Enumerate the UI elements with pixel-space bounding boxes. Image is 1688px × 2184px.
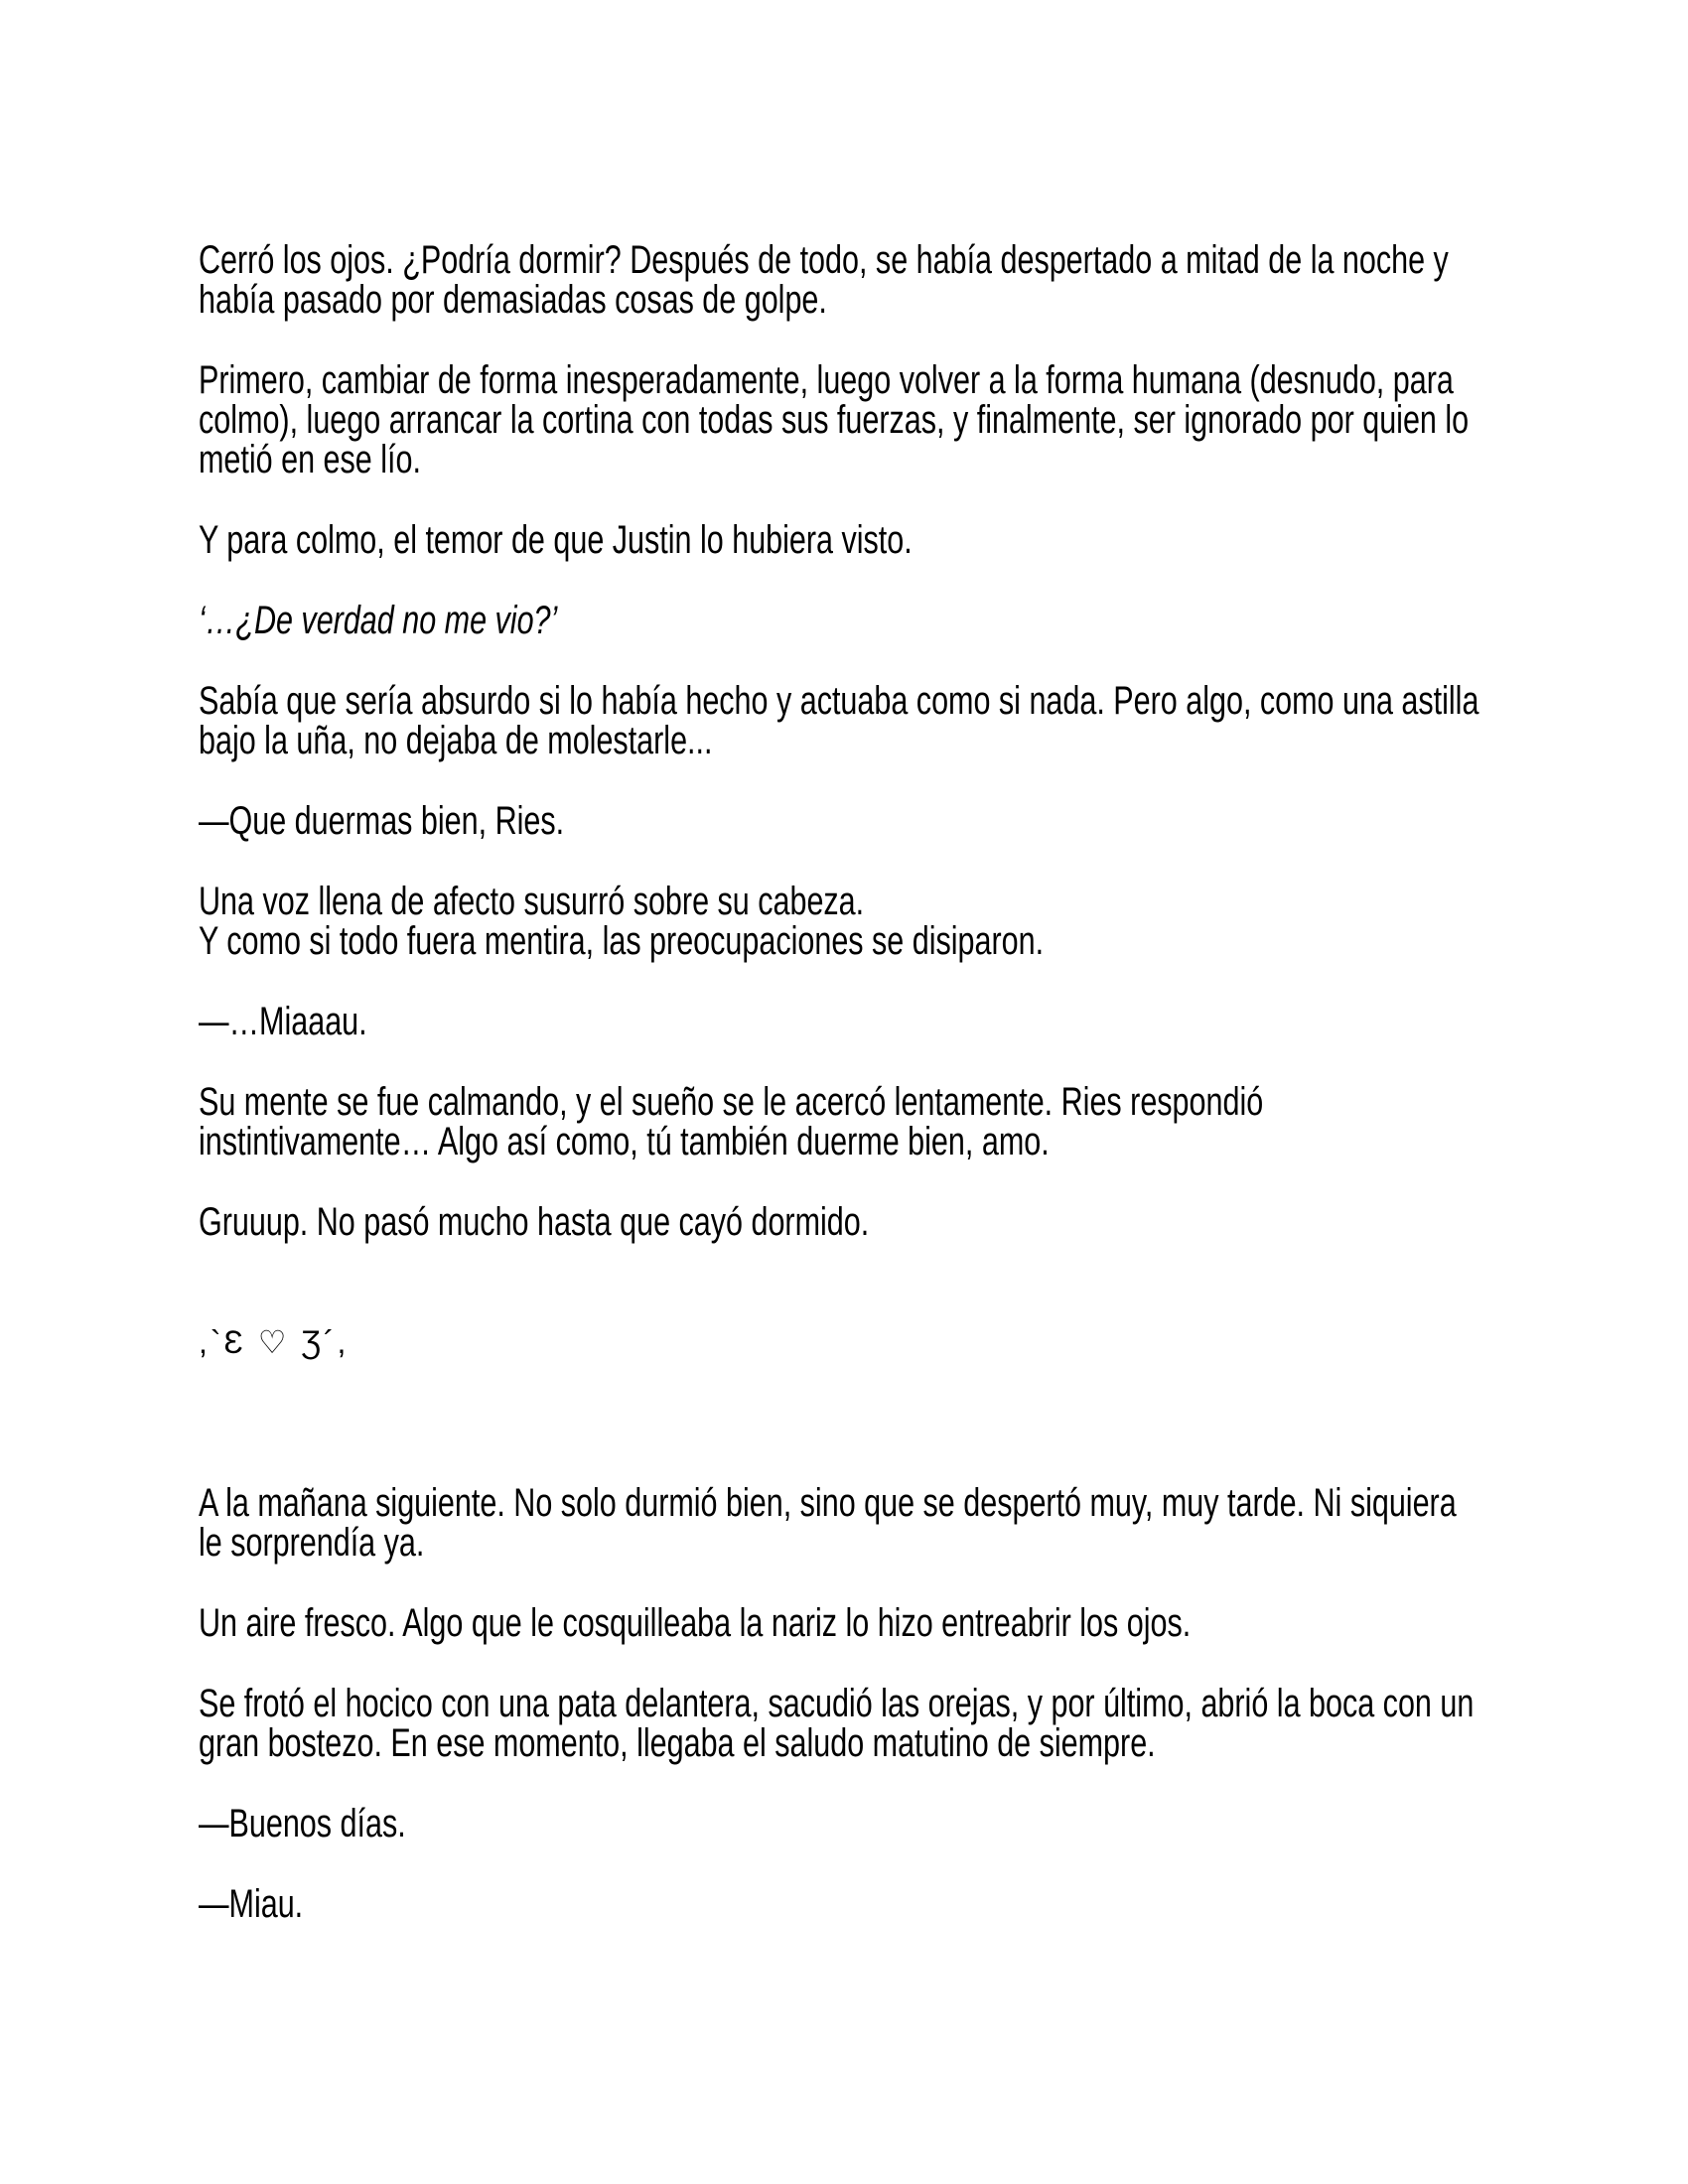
text-line-content: Un aire fresco. Algo que le cosquilleaba la nariz lo hizo entreabrir los ojos. [199,1601,1192,1645]
text-line [199,1603,1499,1643]
text-line-content: instintivamente… Algo así como, tú también duerme bien, amo. [199,1120,1050,1163]
text-line-content: ‘…¿De verdad no me vio?’ [199,599,558,642]
text-line [199,1122,1499,1161]
text-line-content: —Buenos días. [199,1802,406,1845]
text-line-content: había pasado por demasiadas cosas de golpe. [199,278,827,322]
paragraph [199,520,1499,560]
paragraph [199,360,1499,479]
text-line-content: bajo la uña, no dejaba de molestarle... [199,719,713,762]
paragraph [199,1603,1499,1643]
text-line [199,921,1499,961]
text-line [199,520,1499,560]
text-line [199,681,1499,721]
text-line-content: Cerró los ojos. ¿Podría dormir? Después de todo, se había despertado a mitad de la noche y [199,238,1449,282]
text-line-content: —Miau. [199,1882,304,1926]
text-line [199,440,1499,479]
text-line-content: Y para colmo, el temor de que Justin lo hubiera visto. [199,518,913,562]
text-line [199,1523,1499,1563]
paragraph-dialogue [199,801,1499,841]
paragraph [199,1082,1499,1161]
text-line [199,240,1499,280]
text-line-content: Y como si todo fuera mentira, las preocupaciones se disiparon. [199,919,1045,963]
paragraph-inner-thought [199,601,1499,640]
text-line-content: Primero, cambiar de forma inesperadamente, luego volver a la forma humana (desnudo, para [199,358,1454,402]
text-line-content: colmo), luego arrancar la cortina con todas sus fuerzas, y finalmente, ser ignorado por quien lo [199,398,1470,442]
text-line-content: gran bostezo. En ese momento, llegaba el saludo matutino de siempre. [199,1721,1156,1765]
paragraph-dialogue [199,1884,1499,1924]
text-line [199,1804,1499,1843]
text-line [199,1483,1499,1523]
text-line [199,1202,1499,1242]
paragraph [199,882,1499,961]
text-line [199,882,1499,921]
text-line [199,601,1499,640]
text-line [199,1684,1499,1723]
paragraph [199,240,1499,320]
text-line [199,360,1499,400]
text-line-content: metió en ese lío. [199,438,421,481]
paragraph [199,681,1499,760]
text-line-content: —Que duermas bien, Ries. [199,799,565,843]
kaomoji-divider [199,1283,1499,1362]
text-line [199,801,1499,841]
document-page [199,240,1499,1965]
text-line [199,1082,1499,1122]
text-line [199,1322,1499,1362]
heart-kaomoji: ,`Ɛ ♡ Ʒ´, [199,1324,350,1360]
paragraph [199,1684,1499,1763]
text-line-content: le sorprendía ya. [199,1521,425,1565]
text-line-content: Gruuup. No pasó mucho hasta que cayó dormido. [199,1200,870,1244]
paragraph-dialogue [199,1002,1499,1041]
text-line [199,721,1499,760]
text-line [199,400,1499,440]
text-line-content: A la mañana siguiente. No solo durmió bien, sino que se despertó muy, muy tarde. Ni siquiera [199,1481,1457,1525]
text-line-content: Una voz llena de afecto susurró sobre su cabeza. [199,880,865,923]
text-line-content: —…Miaaau. [199,1000,367,1043]
paragraph-dialogue [199,1804,1499,1843]
text-line [199,1723,1499,1763]
text-line-content: Sabía que sería absurdo si lo había hecho y actuaba como si nada. Pero algo, como una astilla [199,679,1479,723]
text-line-content: Su mente se fue calmando, y el sueño se le acercó lentamente. Ries respondió [199,1080,1264,1124]
paragraph [199,1202,1499,1242]
text-line [199,280,1499,320]
paragraph [199,1483,1499,1563]
text-line [199,1002,1499,1041]
text-line [199,1884,1499,1924]
text-line-content: Se frotó el hocico con una pata delantera, sacudió las orejas, y por último, abrió la boca con un [199,1682,1475,1725]
